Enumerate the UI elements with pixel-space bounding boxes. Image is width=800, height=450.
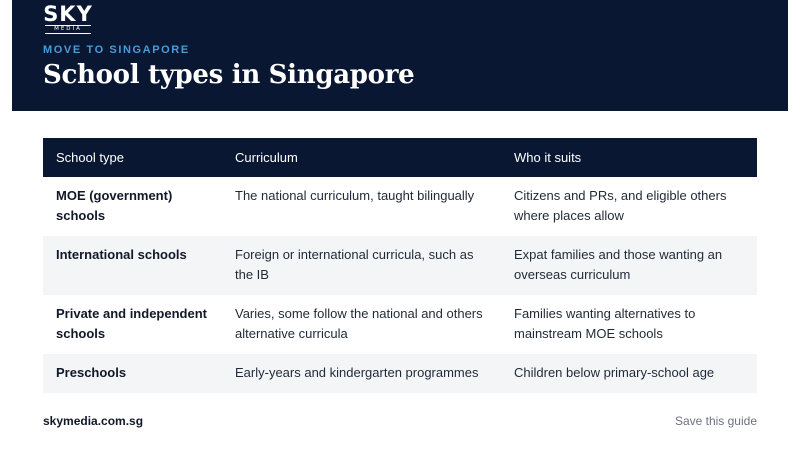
table-header-row <box>43 138 757 177</box>
curriculum-cell: Varies, some follow the national and others alternative curricula <box>235 306 483 341</box>
table-row <box>43 236 757 295</box>
school-type-cell: International schools <box>43 236 222 295</box>
who-it-suits-cell: Families wanting alternatives to mainstream MOE schools <box>514 306 696 341</box>
page-header <box>12 0 788 111</box>
column-header-school-type: School type <box>43 138 222 177</box>
school-type-cell: Private and independent schools <box>56 306 207 341</box>
school-types-table <box>43 138 757 393</box>
column-header-who-it-suits: Who it suits <box>501 138 757 177</box>
who-it-suits-cell: Citizens and PRs, and eligible others where places allow <box>514 188 727 223</box>
table-row <box>43 354 757 393</box>
school-type-cell: Preschools <box>43 354 222 393</box>
logo-subtitle: MEDIA <box>45 25 91 34</box>
table-row <box>43 295 757 354</box>
table-row <box>43 177 757 236</box>
sky-media-logo[interactable] <box>43 0 93 32</box>
who-it-suits-cell: Children below primary-school age <box>501 354 757 393</box>
school-type-cell: MOE (government) schools <box>56 188 173 223</box>
who-it-suits-cell: Expat families and those wanting an overseas curriculum <box>501 236 757 295</box>
page-title: School types in Singapore <box>43 60 415 90</box>
curriculum-cell: Foreign or international curricula, such as the IB <box>222 236 501 295</box>
curriculum-cell: Early-years and kindergarten programmes <box>222 354 501 393</box>
curriculum-cell: The national curriculum, taught bilingually <box>235 188 475 203</box>
logo-wordmark: SKY <box>43 2 93 26</box>
save-guide-link[interactable]: Save this guide <box>674 414 757 428</box>
section-eyebrow: MOVE TO SINGAPORE <box>43 44 190 56</box>
column-header-curriculum: Curriculum <box>222 138 501 177</box>
footer-site-url: skymedia.com.sg <box>43 414 144 428</box>
